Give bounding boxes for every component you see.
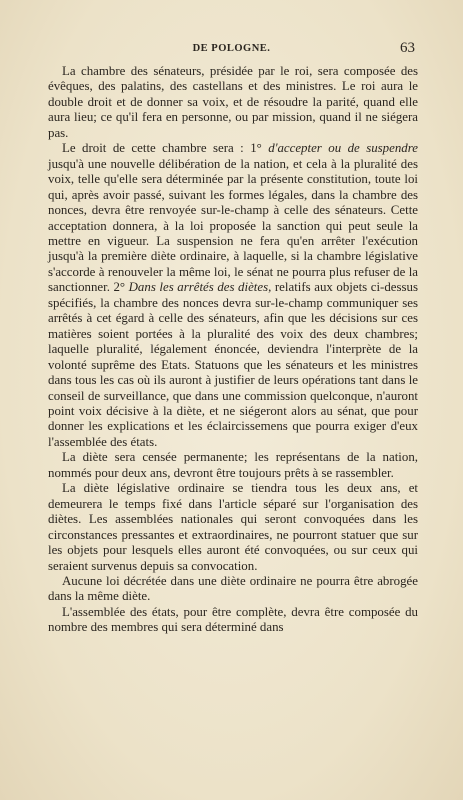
paragraph (48, 141, 418, 450)
italic-phrase: d'accepter ou de suspendre (268, 141, 418, 156)
paragraph: Aucune loi décrétée dans une diète ordinaire ne pourra être abrogée dans la même diète. (48, 573, 418, 604)
page-header (48, 40, 415, 60)
page-number: 63 (400, 40, 415, 56)
paragraph: La chambre des sénateurs, présidée par le roi, sera composée des évêques, des palatins, des castellans et des ministres. Le roi aura le double droit et de donner sa voix, et de résoudre la parité, quand elle aura lieu; ce qu'il fera en personne, ou par mission, quand il ne siégera pas. (48, 64, 418, 140)
text-run: , relatifs aux objets ci-dessus spécifiés, la chambre des nonces devra sur-le-champ communiquer ses arrêtés à cet égard à celle des sénateurs, afin que les décisions sur ces matières soient portées à la pluralité des voix des deux chambres; laquelle pluralité, légalement énoncée, deviendra l'interprète de la volonté suprême des Etats. Statuons que les sénateurs et les ministres dans tous les cas où ils auront à justifier de leurs opérations tant dans le conseil de surveillance, que dans une commission quelconque, n'auront point voix décisive à la diète, et ne siégeront alors au sénat, que pour donner les explications et les éclaircissemens que pourra exiger d'eux l'assemblée des états. (48, 280, 418, 449)
paragraph: La diète législative ordinaire se tiendra tous les deux ans, et demeurera le temps fixé dans l'article séparé sur l'organisation des diètes. Les assemblées nationales qui seront convoquées dans les circonstances pressantes et extraordinaires, ne pourront statuer que sur les objets pour lesquels elles auront été convoquées, ou sur ceux qui seraient survenus depuis sa convocation. (48, 481, 418, 573)
text-run: Le droit de cette chambre sera : 1° (62, 141, 269, 156)
paragraph: La diète sera censée permanente; les représentans de la nation, nommés pour deux ans, devront être toujours prêts à se rassembler. (48, 450, 418, 480)
running-head: DE POLOGNE. (192, 43, 271, 54)
paragraph: L'assemblée des états, pour être complète, devra être composée du nombre des membres qui sera déterminé dans (48, 604, 418, 635)
text-run: jusqu'à une nouvelle délibération de la nation, et cela à la pluralité des voix, telle qu'elle sera déterminée par la présente constitution, toute loi qui, après avoir passé, suivant les formes légales, dans la chambre des nonces, devra être renvoyée sur-le-champ à celle des sénateurs. Cette acceptation donnera, à la loi proposée la sanction qui peut seule la mettre en vigueur. La suspension ne fera qu'en arrêter l'exécution jusqu'à la première diète ordinaire, à laquelle, si la chambre législative s'accorde à renouveler la même loi, le sénat ne pourra plus refuser de la sanctionner. 2° (48, 156, 418, 295)
body-text (48, 64, 418, 636)
italic-phrase: Dans les arrêtés des diètes (128, 280, 269, 295)
